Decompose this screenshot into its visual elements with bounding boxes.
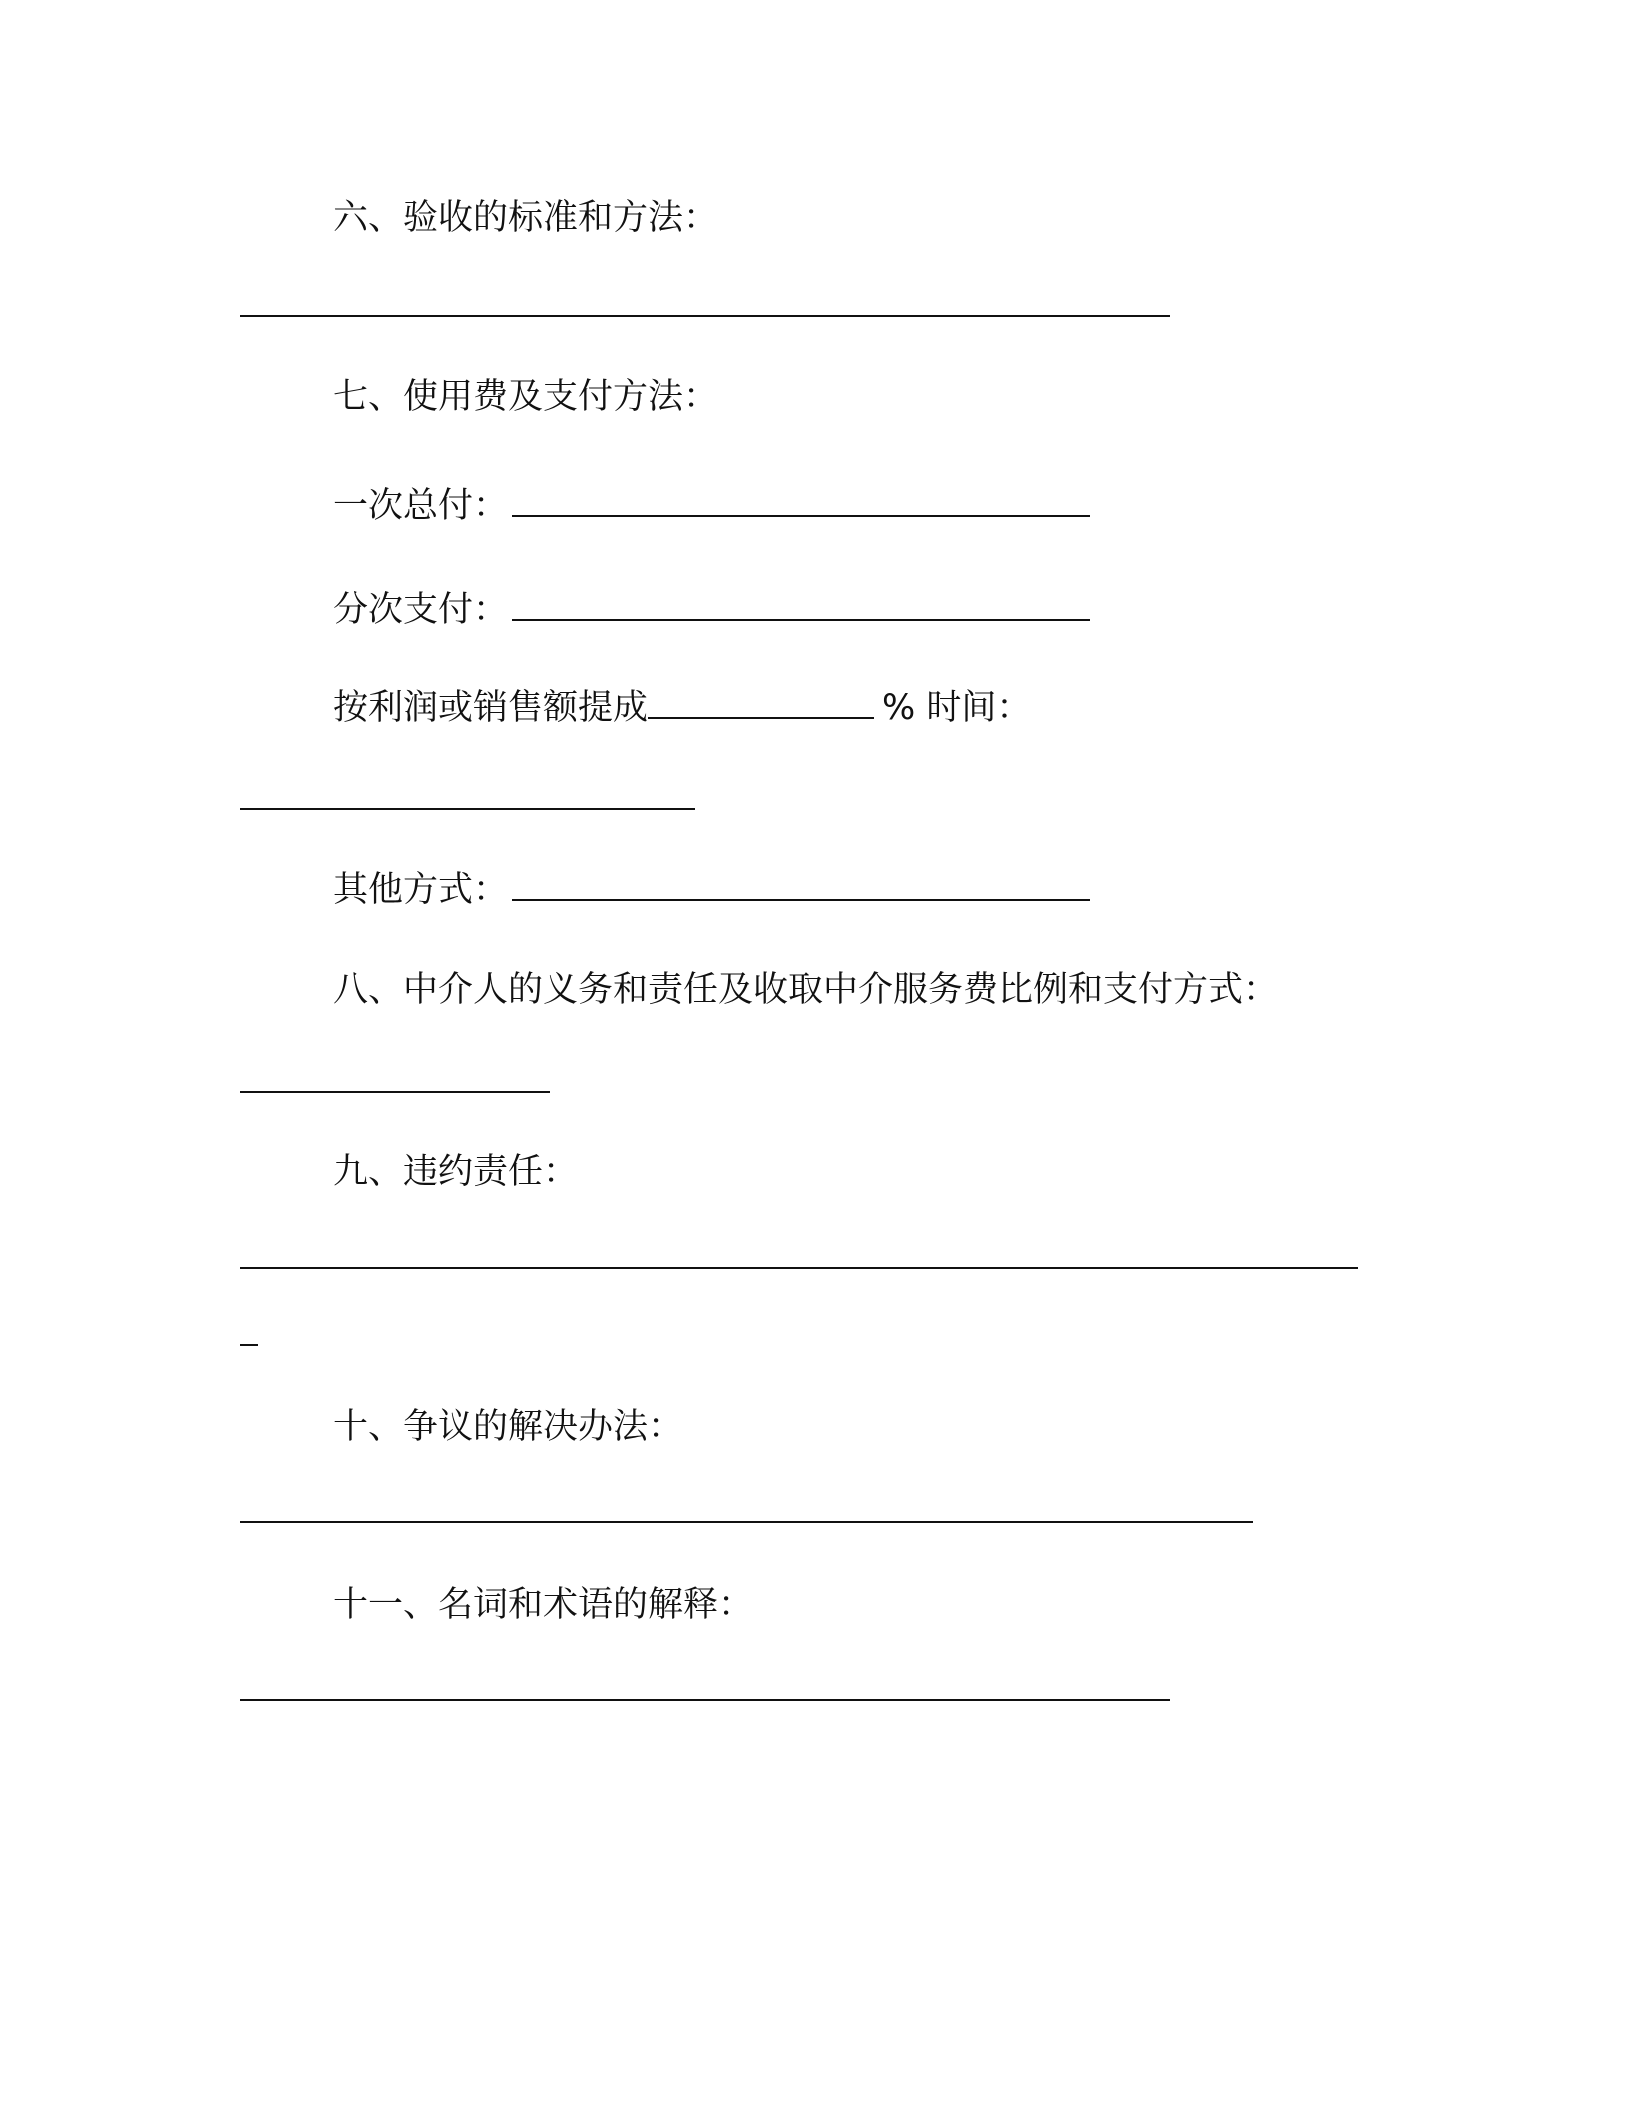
installments-row [333, 588, 1090, 632]
lump-sum-row [333, 484, 1090, 528]
commission-percent-blank[interactable] [648, 687, 874, 719]
section-8-heading: 八、中介人的义务和责任及收取中介服务费比例和支付方式： [333, 970, 1279, 1010]
other-method-blank[interactable] [512, 869, 1090, 901]
section-11-blank[interactable] [240, 1699, 1170, 1701]
section-7-heading: 七、使用费及支付方法： [333, 377, 719, 417]
commission-time-blank[interactable] [240, 808, 695, 810]
section-10-heading: 十、争议的解决办法： [333, 1407, 684, 1447]
other-method-label: 其他方式： [333, 870, 509, 910]
installments-label: 分次支付： [333, 590, 509, 630]
section-11-heading: 十一、名词和术语的解释： [333, 1585, 754, 1625]
commission-time-label: % 时间： [882, 688, 1032, 728]
lump-sum-blank[interactable] [512, 485, 1090, 517]
section-9-blank-continued[interactable] [240, 1344, 258, 1346]
section-10-blank[interactable] [240, 1521, 1253, 1523]
section-9-blank[interactable] [240, 1267, 1358, 1269]
section-6-heading: 六、验收的标准和方法： [333, 198, 719, 238]
commission-label: 按利润或销售额提成 [333, 688, 649, 728]
other-method-row [333, 868, 1090, 912]
commission-row [333, 686, 1031, 730]
section-9-heading: 九、违约责任： [333, 1152, 579, 1192]
section-8-blank[interactable] [240, 1091, 550, 1093]
installments-blank[interactable] [512, 589, 1090, 621]
lump-sum-label: 一次总付： [333, 486, 509, 526]
section-6-blank[interactable] [240, 315, 1170, 317]
